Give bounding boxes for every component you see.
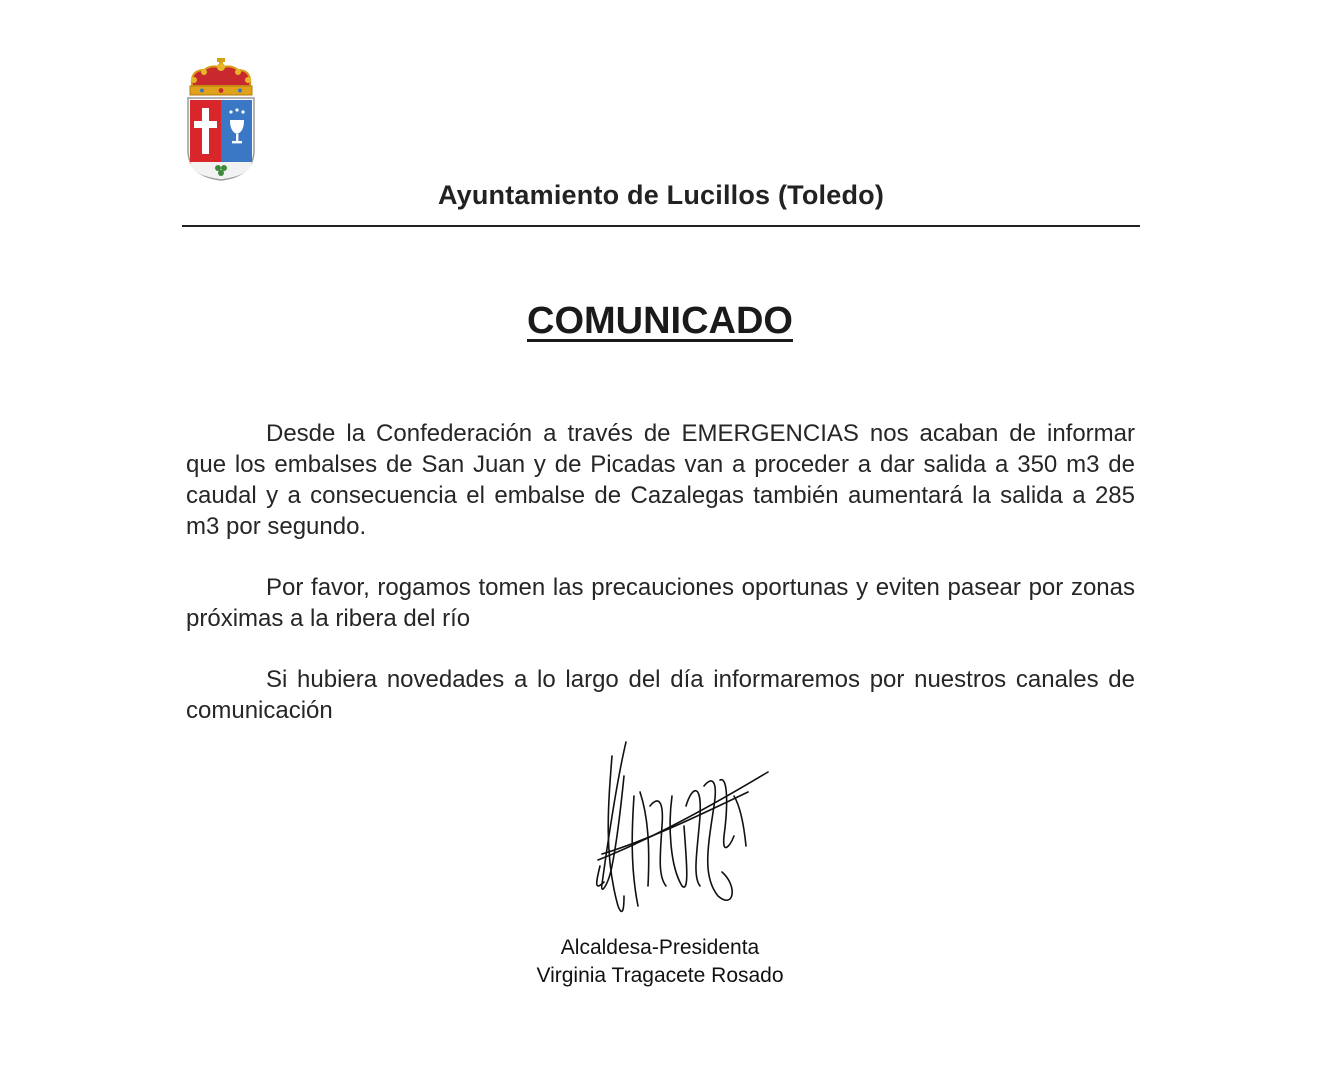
document-title	[0, 300, 1320, 343]
paragraph: Si hubiera novedades a lo largo del día informaremos por nuestros canales de comunicación	[186, 666, 1135, 724]
signer-name: Virginia Tragacete Rosado	[536, 964, 784, 987]
header-divider	[182, 225, 1140, 227]
paragraph: Por favor, rogamos tomen las precauciones oportunas y eviten pasear por zonas próximas a la ribera del río	[186, 574, 1135, 632]
crown-icon	[190, 58, 252, 95]
document-body	[186, 418, 1135, 756]
signature-block	[0, 934, 1320, 990]
shield-icon	[188, 98, 254, 180]
handwritten-signature-icon	[588, 736, 774, 920]
document-title-text: COMUNICADO	[527, 300, 793, 342]
organization-name-text: Ayuntamiento de Lucillos (Toledo)	[437, 180, 885, 210]
signer-role: Alcaldesa-Presidenta	[560, 936, 760, 959]
paragraph: Desde la Confederación a través de EMERGENCIAS nos acaban de informar que los embalses de San Juan y de Picadas van a proceder a dar salida a 350 m3 de caudal y a consecuencia el embalse de Cazalegas también aumentará la salida a 285 m3 por segundo.	[186, 420, 1135, 540]
coat-of-arms-icon	[184, 58, 258, 182]
organization-name	[0, 180, 1320, 211]
